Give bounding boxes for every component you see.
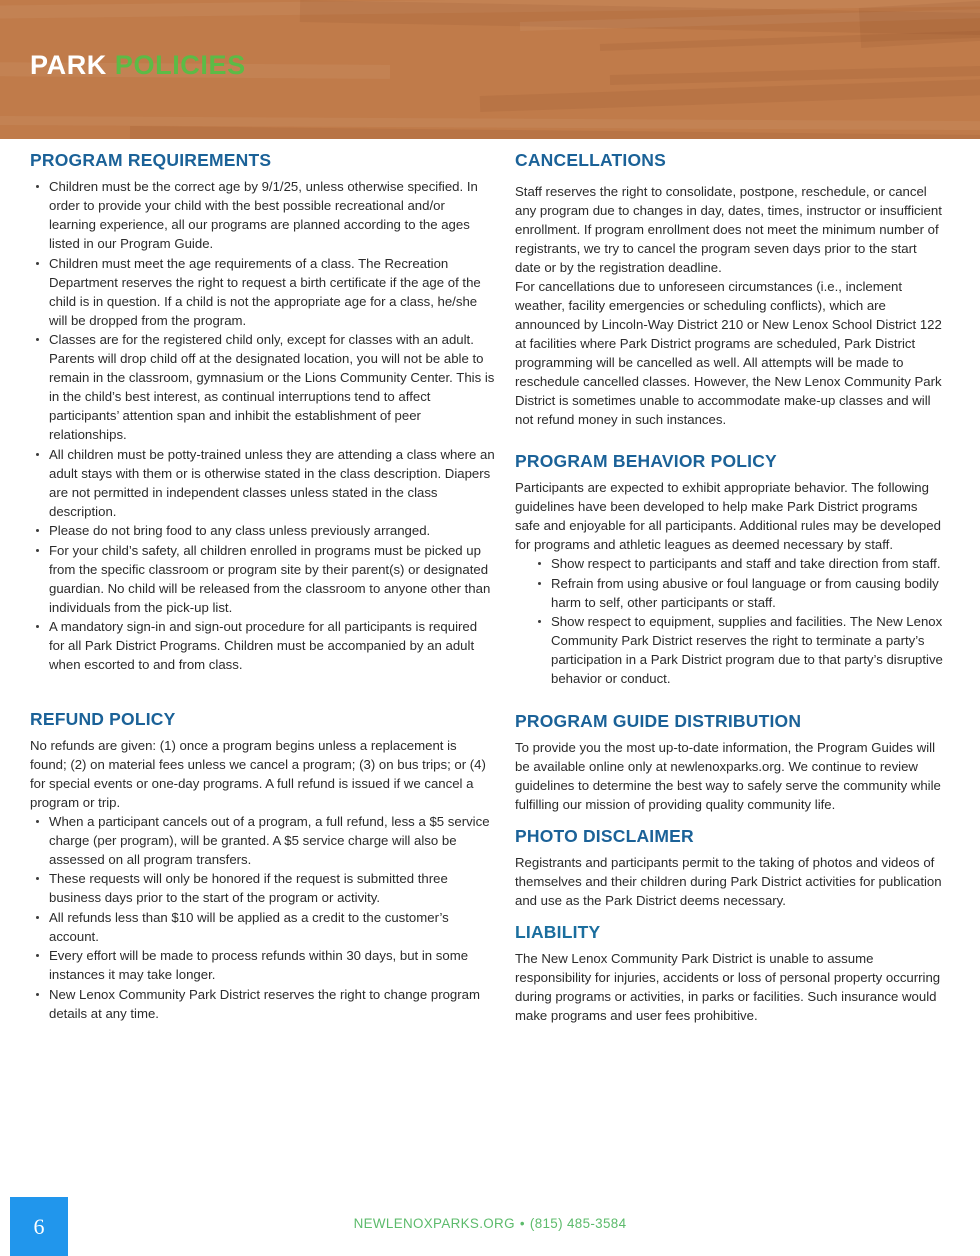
- list-item: Please do not bring food to any class unless previously arranged.: [30, 521, 495, 540]
- list-item: Classes are for the registered child only, except for classes with an adult. Parents will drop child off at the designated location, you will not be able to remain in the classroom, gymnasium or the Lions Community Center. This is in the child’s best interest, as continual interruptions tend to affect participants’ attention span and inhibit the establishment of peer relationships.: [30, 330, 495, 444]
- list-item: A mandatory sign-in and sign-out procedure for all participants is required for all Park District Programs. Children must be accompanied by an adult when escorted to and from class.: [30, 617, 495, 674]
- list-item: Show respect to equipment, supplies and facilities. The New Lenox Community Park District reserves the right to terminate a party’s participation in a Park District program due to that party’s disruptive behavior or conduct.: [532, 612, 945, 688]
- right-column: [515, 150, 945, 1025]
- list-item: All refunds less than $10 will be applied as a credit to the customer’s account.: [30, 908, 495, 946]
- list-item: New Lenox Community Park District reserves the right to change program details at any time.: [30, 985, 495, 1023]
- section-program-guide-distribution: [515, 711, 945, 814]
- list-item: When a participant cancels out of a program, a full refund, less a $5 service charge (per program), will be granted. A $5 service charge will also be assessed on all program transfers.: [30, 812, 495, 869]
- list-item: Refrain from using abusive or foul language or from causing bodily harm to self, other participants or staff.: [532, 574, 945, 612]
- heading-refund-policy: REFUND POLICY: [30, 708, 176, 729]
- page-title: [30, 52, 246, 79]
- section-program-requirements: [30, 150, 495, 674]
- section-program-behavior-policy: [515, 451, 945, 688]
- left-column: [30, 150, 495, 1023]
- heading-program-behavior-policy: PROGRAM BEHAVIOR POLICY: [515, 451, 777, 472]
- cancellations-paragraph-2: For cancellations due to unforeseen circumstances (i.e., inclement weather, facility emergencies or scheduling conflicts), which are announced by Lincoln-Way District 210 or New Lenox School District 122 at facilities where Park District programs are scheduled, Park District programming will be cancelled as well. All attempts will be made to reschedule cancelled classes. However, the New Lenox Community Park District is sometimes unable to accommodate make-up classes and will not refund money in such instances.: [515, 279, 942, 428]
- list-item: All children must be potty-trained unless they are attending a class where an adult stays with them or is otherwise stated in the class description. Diapers are not permitted in independent classes unless stated in the class description.: [30, 445, 495, 521]
- cancellations-paragraph-1: Staff reserves the right to consolidate, postpone, reschedule, or cancel any program due to changes in day, dates, times, instructor or insufficient enrollment. If program enrollment does not meet the minimum number of registrants, we try to cancel the program seven days prior to the start date or by the registration deadline.: [515, 184, 942, 276]
- list-item: These requests will only be honored if the request is submitted three business days prior to the start of the program or activity.: [30, 869, 495, 907]
- footer-website[interactable]: NEWLENOXPARKS.ORG: [353, 1216, 515, 1231]
- heading-program-requirements: PROGRAM REQUIREMENTS: [30, 150, 272, 170]
- program-behavior-list: [515, 554, 945, 688]
- header-texture-streak: [859, 0, 980, 48]
- refund-policy-list: [30, 812, 495, 1023]
- program-behavior-intro: Participants are expected to exhibit appropriate behavior. The following guidelines have been developed to help make Park District programs safe and enjoyable for all participants. Additional rules may be developed for programs and athletic leagues as deemed necessary by staff.: [515, 480, 941, 553]
- photo-disclaimer-paragraph: Registrants and participants permit to the taking of photos and videos of themselves and their children during Park District activities for publication and use as the Park District deems necessary.: [515, 855, 942, 908]
- program-requirements-list: [30, 177, 495, 674]
- header-texture-streak: [480, 78, 980, 112]
- page-title-policies: POLICIES: [114, 50, 246, 80]
- section-liability: [515, 922, 945, 1025]
- section-cancellations: [515, 150, 945, 429]
- list-item: For your child’s safety, all children enrolled in programs must be picked up from the specific classroom or program site by their parent(s) or designated guardian. No child will be released from the classroom to anyone other than individuals from the pick-up list.: [30, 541, 495, 617]
- heading-cancellations: CANCELLATIONS: [515, 150, 667, 170]
- page-number-label: 6: [33, 1213, 45, 1239]
- footer-contact-line: [0, 1216, 980, 1231]
- section-refund-policy: [30, 709, 495, 1023]
- list-item: Children must be the correct age by 9/1/25, unless otherwise specified. In order to provide your child with the best possible recreational and/or learning experience, all our programs are planned according to the ages listed in our Program Guide.: [30, 177, 495, 253]
- footer-phone[interactable]: (815) 485-3584: [529, 1216, 627, 1231]
- liability-paragraph: The New Lenox Community Park District is unable to assume responsibility for injuries, accidents or loss of personal property occurring during programs or activities, in parks or facilities. Such insurance would make programs and user fees prohibitive.: [515, 951, 941, 1024]
- heading-program-guide-distribution: PROGRAM GUIDE DISTRIBUTION: [515, 710, 802, 731]
- list-item: Children must meet the age requirements of a class. The Recreation Department reserves the right to request a birth certificate if the age of the child is in question. If a child is not the appropriate age for a class, he/she will be dropped from the program.: [30, 254, 495, 330]
- section-photo-disclaimer: [515, 826, 945, 910]
- heading-photo-disclaimer: PHOTO DISCLAIMER: [515, 825, 694, 846]
- page-title-park: PARK: [30, 50, 107, 80]
- program-guide-distribution-paragraph: To provide you the most up-to-date information, the Program Guides will be available online only at newlenoxparks.org. We continue to review guidelines to determine the best way to safely serve the community while fulfilling our mission of providing quality community life.: [515, 739, 941, 812]
- list-item: Show respect to participants and staff and take direction from staff.: [532, 554, 945, 573]
- heading-liability: LIABILITY: [515, 922, 601, 942]
- list-item: Every effort will be made to process refunds within 30 days, but in some instances it may take longer.: [30, 946, 495, 984]
- footer-separator-dot: •: [519, 1216, 525, 1231]
- refund-policy-intro: No refunds are given: (1) once a program begins unless a replacement is found; (2) on material fees unless we cancel a program; (3) on bus trips; or (4) for special events or one-day programs. A full refund is issued if we cancel a program or trip.: [30, 737, 486, 810]
